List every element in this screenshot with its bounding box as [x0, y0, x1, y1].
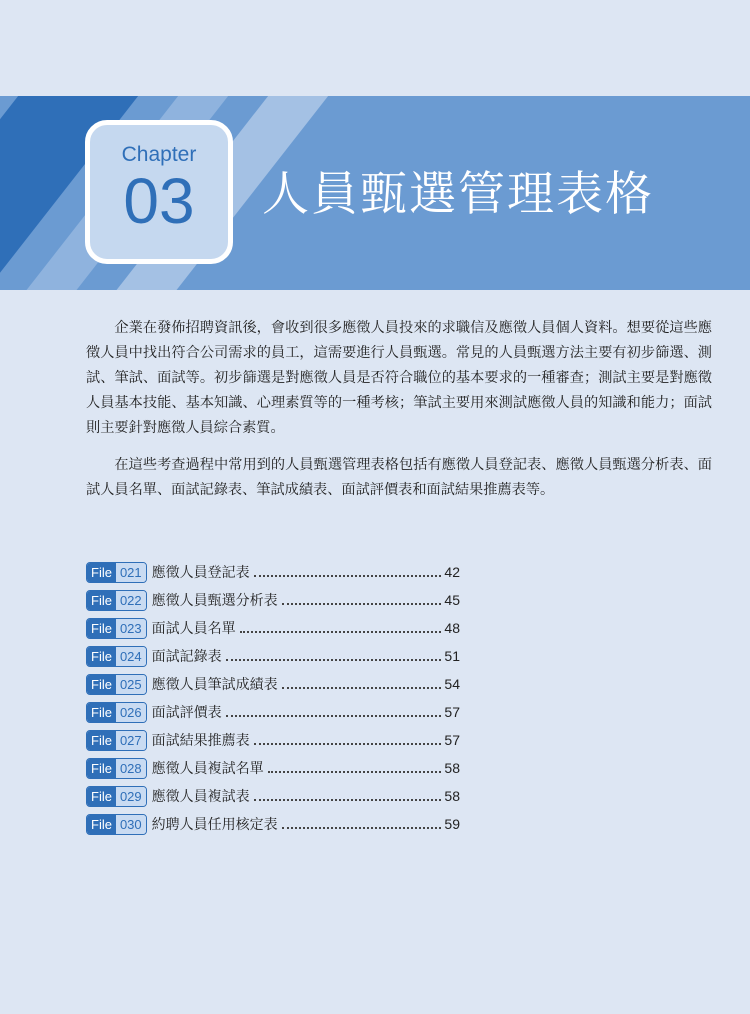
file-number: 022 [116, 591, 146, 610]
file-label: File [87, 619, 116, 638]
chapter-badge [85, 120, 233, 264]
file-label: File [87, 647, 116, 666]
file-badge [86, 562, 147, 583]
paragraph: 在這些考查過程中常用到的人員甄選管理表格包括有應徵人員登記表、應徵人員甄選分析表、面試人員名單、面試記錄表、筆試成績表、面試評價表和面試結果推薦表等。 [86, 457, 712, 498]
file-label: File [87, 815, 116, 834]
file-badge [86, 786, 147, 807]
file-number: 028 [116, 759, 146, 778]
entry-title: 約聘人員任用核定表 [151, 817, 278, 833]
dot-leader [254, 743, 442, 745]
file-number: 021 [116, 563, 146, 582]
file-badge [86, 814, 147, 835]
entry-title: 面試評價表 [151, 705, 222, 721]
dot-leader [254, 799, 442, 801]
page-number: 45 [444, 592, 460, 608]
entry-title: 應徵人員登記表 [151, 565, 250, 581]
page-number: 58 [444, 788, 460, 804]
file-label: File [87, 563, 116, 582]
file-number: 023 [116, 619, 146, 638]
entry-title: 面試記錄表 [151, 649, 222, 665]
file-entry[interactable] [86, 754, 460, 782]
dot-leader [268, 771, 442, 773]
dot-leader [226, 659, 442, 661]
entry-title: 應徵人員甄選分析表 [151, 593, 278, 609]
file-number: 029 [116, 787, 146, 806]
file-badge [86, 646, 147, 667]
file-number: 025 [116, 675, 146, 694]
chapter-label: Chapter [121, 143, 197, 166]
file-label: File [87, 591, 116, 610]
page-number: 42 [444, 564, 460, 580]
page-number: 57 [444, 732, 460, 748]
page-number: 54 [444, 676, 460, 692]
file-entry[interactable] [86, 614, 460, 642]
file-badge [86, 730, 147, 751]
entry-title: 應徵人員複試表 [151, 789, 250, 805]
page-number: 48 [444, 620, 460, 636]
paragraph: 企業在發佈招聘資訊後，會收到很多應徵人員投來的求職信及應徵人員個人資料。想要從這些應徵人員中找出符合公司需求的員工，這需要進行人員甄選。常見的人員甄選方法主要有初步篩選、測試、筆試、面試等。初步篩選是對應徵人員是否符合職位的基本要求的一種審查；測試主要是對應徵人員基本技能、基本知識、心理素質等的一種考核；筆試主要用來測試應徵人員的知識和能力；面試則主要針對應徵人員綜合素質。 [86, 320, 712, 436]
dot-leader [282, 827, 442, 829]
dot-leader [240, 631, 442, 633]
page-number: 57 [444, 704, 460, 720]
file-entry[interactable] [86, 586, 460, 614]
file-entry[interactable] [86, 782, 460, 810]
file-list [86, 558, 460, 838]
intro-text [86, 316, 712, 515]
dot-leader [226, 715, 442, 717]
page-number: 59 [444, 816, 460, 832]
dot-leader [282, 687, 442, 689]
entry-title: 面試結果推薦表 [151, 733, 250, 749]
file-number: 030 [116, 815, 146, 834]
file-label: File [87, 731, 116, 750]
file-badge [86, 674, 147, 695]
entry-title: 應徵人員筆試成績表 [151, 677, 278, 693]
file-number: 024 [116, 647, 146, 666]
entry-title: 面試人員名單 [151, 621, 236, 637]
file-badge [86, 618, 147, 639]
file-badge [86, 702, 147, 723]
file-number: 027 [116, 731, 146, 750]
file-label: File [87, 759, 116, 778]
dot-leader [282, 603, 442, 605]
file-badge [86, 590, 147, 611]
page-number: 58 [444, 760, 460, 776]
file-entry[interactable] [86, 810, 460, 838]
file-entry[interactable] [86, 726, 460, 754]
chapter-title: 人員甄選管理表格 [262, 167, 654, 222]
dot-leader [254, 575, 442, 577]
file-entry[interactable] [86, 642, 460, 670]
chapter-number: 03 [123, 165, 195, 237]
file-number: 026 [116, 703, 146, 722]
file-label: File [87, 787, 116, 806]
file-entry[interactable] [86, 698, 460, 726]
page-number: 51 [444, 648, 460, 664]
file-label: File [87, 675, 116, 694]
file-badge [86, 758, 147, 779]
file-entry[interactable] [86, 558, 460, 586]
file-label: File [87, 703, 116, 722]
file-entry[interactable] [86, 670, 460, 698]
entry-title: 應徵人員複試名單 [151, 761, 264, 777]
